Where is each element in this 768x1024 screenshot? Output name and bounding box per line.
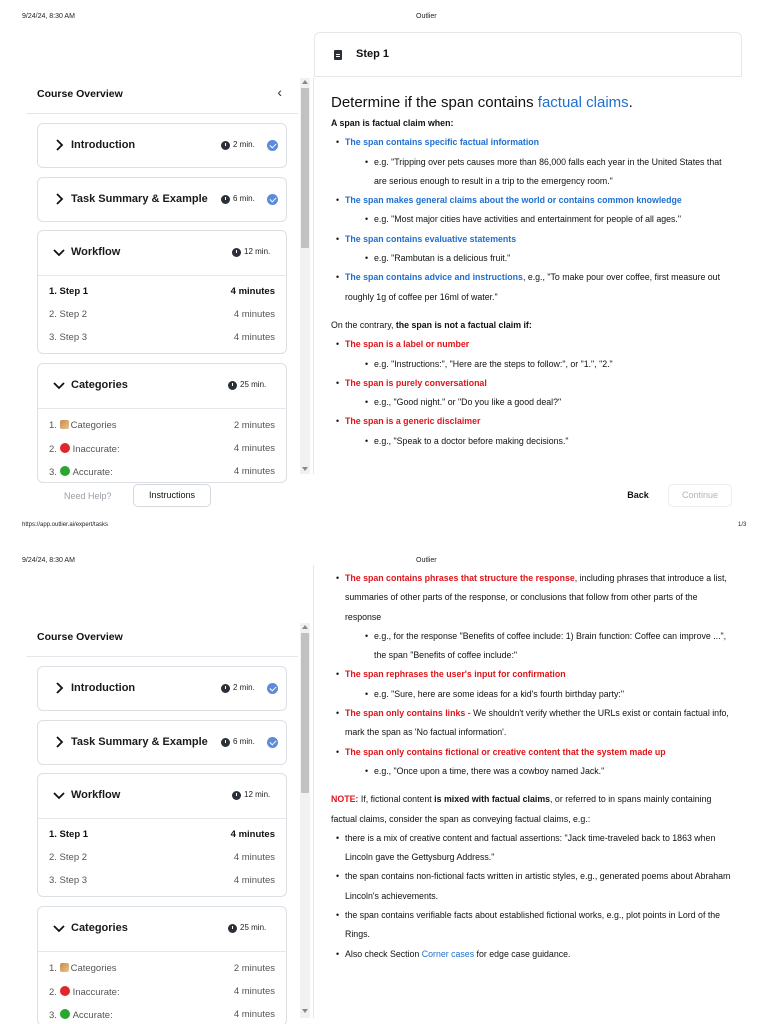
chevron-right-icon [52, 138, 66, 152]
clock-icon [228, 381, 237, 390]
section-title: Categories [71, 922, 128, 934]
chevron-down-icon [52, 245, 66, 259]
workflow-item-step-1[interactable] [38, 823, 286, 846]
categories-item[interactable] [38, 1003, 286, 1024]
not-claim-item: • The span only contains links - We shouldn't verify whether the URLs exist or contain factual info, mark the span as 'No factual information'. [331, 704, 736, 743]
clock-icon [228, 924, 237, 933]
clock-icon [232, 248, 241, 257]
step-title: Step 1 [356, 48, 390, 60]
not-claim-item: • The span only contains fictional or creative content that the system made up [331, 743, 736, 762]
not-claim-example: • e.g. "Sure, here are some ideas for a kid's fourth birthday party:" [331, 685, 736, 704]
box-emoji-icon [60, 420, 69, 429]
check-circle-icon [267, 737, 278, 748]
red-circle-icon [60, 443, 70, 453]
course-overview-sidebar [26, 621, 298, 1021]
clock-icon [221, 738, 230, 747]
chevron-down-icon [52, 921, 66, 935]
scroll-down-icon[interactable] [302, 467, 308, 471]
print-title: Outlier [416, 13, 437, 20]
check-circle-icon [267, 140, 278, 151]
item-number: 2. [49, 444, 57, 455]
not-claim-item: • The span rephrases the user's input for confirmation [331, 665, 736, 684]
workflow-item-step-3[interactable] [38, 326, 286, 349]
section-title: Task Summary & Example [71, 736, 208, 748]
sidebar-header [26, 78, 298, 114]
item-number: 1. [49, 963, 57, 974]
sidebar-title: Course Overview [37, 631, 123, 643]
item-time: 4 minutes [233, 332, 275, 343]
document-icon [334, 50, 342, 60]
categories-item[interactable] [38, 957, 286, 980]
item-time: 4 minutes [233, 1009, 275, 1020]
section-duration: 2 min. [233, 140, 255, 149]
check-circle-icon [267, 683, 278, 694]
chevron-right-icon [52, 192, 66, 206]
item-label: Categories [70, 420, 117, 431]
not-claim-example: • e.g., "Once upon a time, there was a cowboy named Jack." [331, 762, 736, 781]
not-claim-example: • e.g., "Good night." or "Do you like a good deal?" [331, 393, 736, 412]
chevron-right-icon [52, 735, 66, 749]
not-claim-example: • e.g., "Speak to a doctor before making decisions." [331, 432, 736, 451]
clock-icon [221, 684, 230, 693]
section-duration: 12 min. [244, 790, 271, 799]
section-task-summary[interactable] [37, 720, 287, 765]
item-time: 4 minutes [233, 309, 275, 320]
print-page-2 [0, 543, 768, 1024]
clock-icon [221, 195, 230, 204]
print-url: https://app.outlier.ai/expert/tasks [22, 522, 109, 528]
chevron-right-icon [52, 681, 66, 695]
workflow-item-step-1[interactable] [38, 280, 286, 303]
claim-item: • The span contains advice and instructions, e.g., "To make pour over coffee, first measure out roughly 1g of coffee per 16ml of water." [331, 268, 736, 307]
note-item: • the span contains verifiable facts about established fictional works, e.g., plot points in Lord of the Rings. [331, 906, 736, 945]
box-emoji-icon [60, 963, 69, 972]
section-title: Categories [71, 379, 128, 391]
workflow-item-step-2[interactable] [38, 303, 286, 326]
green-circle-icon [60, 1009, 70, 1019]
step-content [331, 92, 736, 474]
not-claim-item: • The span contains phrases that structure the response, including phrases that introduce a list, summaries of other parts of the response, or conclusions that follow from other parts of the response [331, 569, 736, 627]
categories-item[interactable] [38, 414, 286, 437]
item-time: 4 minutes [233, 875, 275, 886]
print-page-number: 1/3 [738, 522, 747, 528]
categories-item[interactable] [38, 437, 286, 460]
item-time: 4 minutes [230, 286, 275, 297]
scroll-up-icon[interactable] [302, 80, 308, 84]
step-content-continued [331, 569, 736, 964]
section-duration: 25 min. [240, 380, 267, 389]
section-duration: 12 min. [244, 247, 271, 256]
item-label: 2. Step 2 [49, 309, 88, 320]
course-overview-sidebar [26, 78, 298, 478]
sidebar-title: Course Overview [37, 88, 123, 100]
not-claim-item: • The span is a label or number [331, 335, 736, 354]
item-time: 2 minutes [233, 963, 275, 974]
item-time: 4 minutes [233, 986, 275, 997]
claim-example: • e.g. "Most major cities have activities and entertainment for people of all ages." [331, 210, 736, 229]
intro-text: A span is factual claim when: [331, 118, 454, 128]
not-claim-item: • The span is a generic disclaimer [331, 412, 736, 431]
claim-item: • The span contains specific factual information [331, 133, 736, 152]
item-number: 2. [49, 987, 57, 998]
section-workflow[interactable] [37, 773, 287, 897]
section-title: Workflow [71, 246, 121, 258]
back-button[interactable]: Back [614, 484, 662, 507]
section-title: Task Summary & Example [71, 193, 208, 205]
item-label: Accurate: [72, 1010, 113, 1021]
chevron-down-icon [52, 788, 66, 802]
section-workflow[interactable] [37, 230, 287, 354]
categories-item[interactable] [38, 980, 286, 1003]
item-time: 4 minutes [233, 443, 275, 454]
scroll-thumb[interactable] [301, 88, 309, 248]
section-introduction[interactable] [37, 666, 287, 711]
check-circle-icon [267, 194, 278, 205]
instructions-button[interactable]: Instructions [133, 484, 211, 507]
workflow-item-step-2[interactable] [38, 846, 286, 869]
content-divider [313, 565, 314, 1018]
item-label: 1. Step 1 [49, 829, 89, 840]
item-label: 3. Step 3 [49, 875, 88, 886]
sidebar-scrollbar[interactable] [300, 78, 310, 474]
item-label: Categories [70, 963, 117, 974]
item-number: 3. [49, 1010, 57, 1021]
section-categories[interactable] [37, 363, 287, 483]
print-date: 9/24/24, 8:30 AM [22, 557, 75, 564]
continue-button[interactable]: Continue [668, 484, 732, 507]
item-number: 1. [49, 420, 57, 431]
note-item: • there is a mix of creative content and factual assertions: "Jack time-traveled back to 1863 when Lincoln gave the Gettysburg Address." [331, 829, 736, 868]
print-title: Outlier [416, 557, 437, 564]
item-label: Inaccurate: [72, 444, 120, 455]
item-time: 4 minutes [233, 466, 275, 477]
scroll-up-icon[interactable] [302, 625, 308, 629]
sidebar-header [26, 621, 298, 657]
red-circle-icon [60, 986, 70, 996]
section-duration: 6 min. [233, 737, 255, 746]
item-time: 4 minutes [233, 852, 275, 863]
claim-item: • The span makes general claims about the world or contains common knowledge [331, 191, 736, 210]
claim-example: • e.g. "Rambutan is a delicious fruit." [331, 249, 736, 268]
content-divider [313, 78, 314, 474]
not-claim-example: • e.g. "Instructions:", "Here are the steps to follow:", or "1.", "2." [331, 355, 736, 374]
section-title: Introduction [71, 139, 136, 151]
clock-icon [232, 791, 241, 800]
item-label: 2. Step 2 [49, 852, 88, 863]
section-introduction[interactable] [37, 123, 287, 168]
green-circle-icon [60, 466, 70, 476]
workflow-item-step-3[interactable] [38, 869, 286, 892]
item-label: Inaccurate: [72, 987, 120, 998]
bottom-nav [0, 478, 768, 514]
step-header [314, 32, 742, 77]
chevron-left-icon[interactable]: ‹ [277, 84, 282, 100]
section-duration: 25 min. [240, 923, 267, 932]
item-number: 3. [49, 467, 57, 478]
note-item: • Also check Section Corner cases for edge case guidance. [331, 945, 736, 964]
claim-item: • The span contains evaluative statements [331, 230, 736, 249]
section-categories[interactable] [37, 906, 287, 1024]
section-task-summary[interactable] [37, 177, 287, 222]
item-label: Accurate: [72, 467, 113, 478]
item-label: 3. Step 3 [49, 332, 88, 343]
section-title: Introduction [71, 682, 136, 694]
scroll-down-icon[interactable] [302, 1009, 308, 1013]
content-heading: Determine if the span contains factual claims. [331, 94, 633, 111]
item-time: 2 minutes [233, 420, 275, 431]
corner-cases-link[interactable]: Corner cases [421, 948, 475, 959]
clock-icon [221, 141, 230, 150]
not-claim-item: • The span is purely conversational [331, 374, 736, 393]
need-help-link[interactable]: Need Help? [64, 491, 112, 501]
item-label: 1. Step 1 [49, 286, 89, 297]
section-duration: 6 min. [233, 194, 255, 203]
sidebar-scrollbar[interactable] [300, 623, 310, 1018]
note-text: NOTE: If, fictional content is mixed with factual claims, or referred to in spans mainly containing factual claims, consider the span as conveying factual claims, e.g.: [331, 794, 712, 824]
contrary-text: On the contrary, the span is not a factual claim if: [331, 319, 532, 330]
claim-example: • e.g. "Tripping over pets causes more than 86,000 falls each year in the United States that are serious enough to result in a trip to the emergency room." [331, 153, 736, 192]
section-title: Workflow [71, 789, 121, 801]
scroll-thumb[interactable] [301, 633, 309, 793]
section-duration: 2 min. [233, 683, 255, 692]
print-date: 9/24/24, 8:30 AM [22, 13, 75, 20]
note-item: • the span contains non-fictional facts written in artistic styles, e.g., generated poems about Abraham Lincoln's achievements. [331, 867, 736, 906]
item-time: 4 minutes [230, 829, 275, 840]
chevron-down-icon [52, 378, 66, 392]
not-claim-example: • e.g., for the response "Benefits of coffee include: 1) Brain function: Coffee can improve ...", the span "Benefits of coffee include:" [331, 627, 736, 666]
factual-claims-link[interactable]: factual claims [537, 94, 629, 111]
